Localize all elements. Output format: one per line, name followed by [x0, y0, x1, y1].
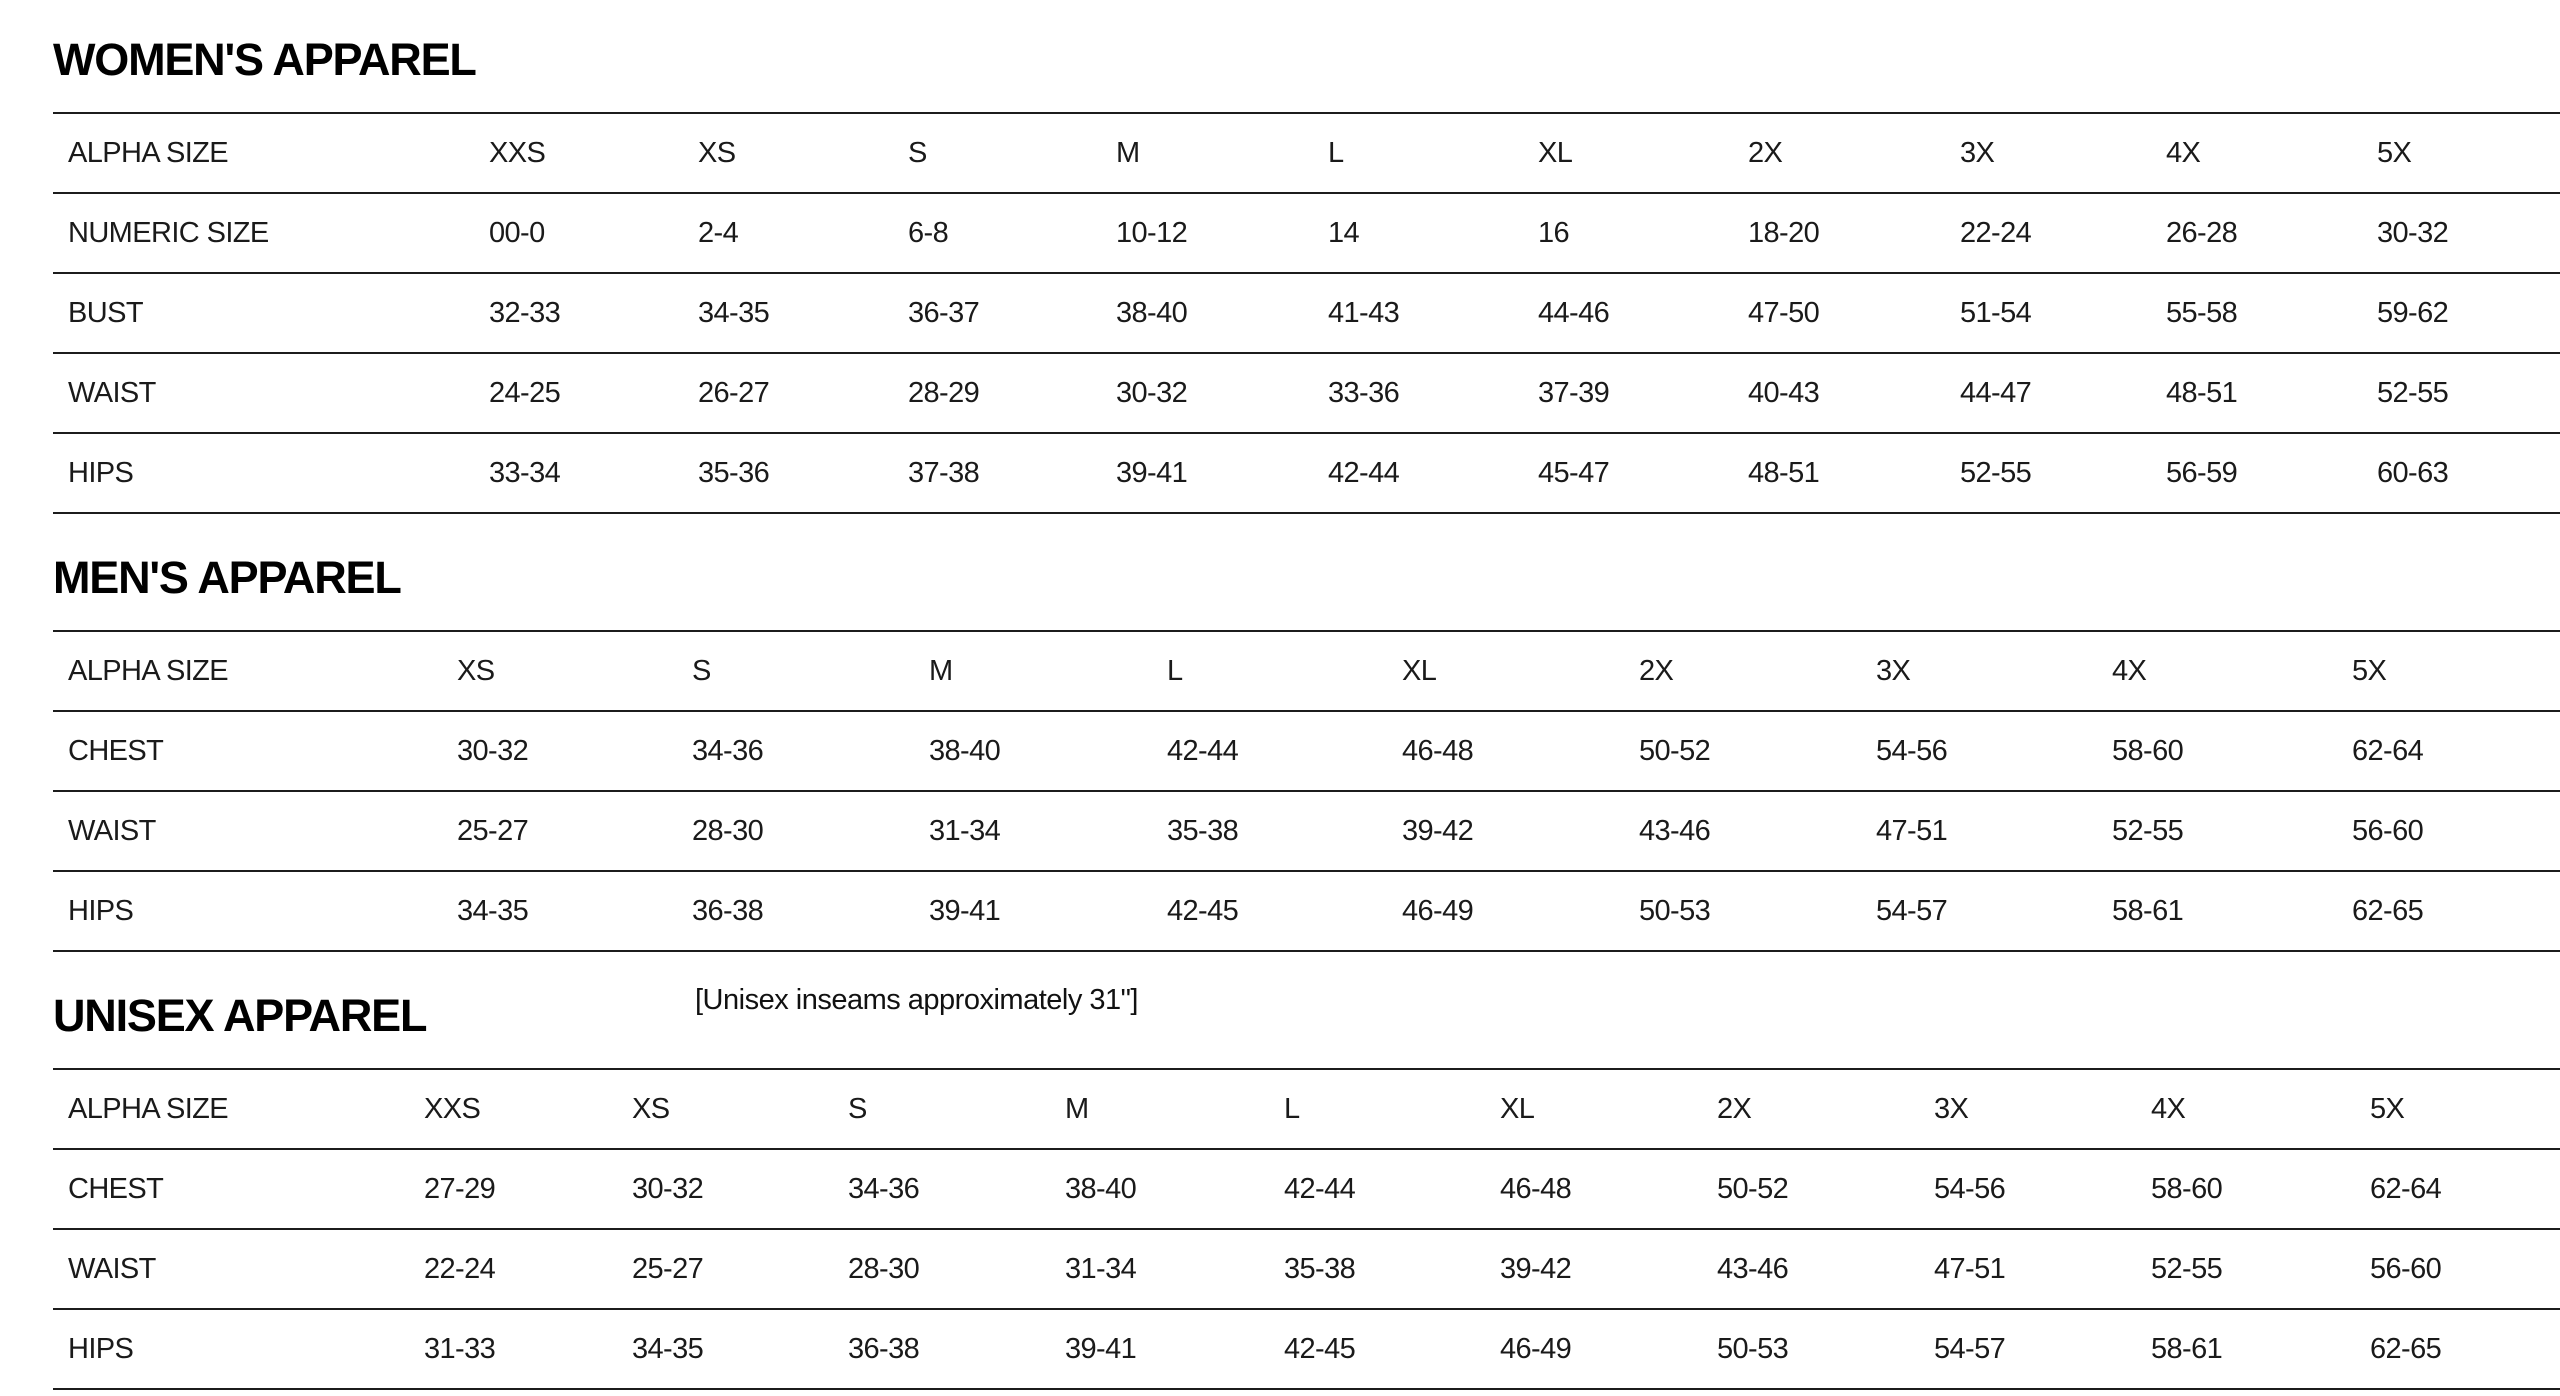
table-cell: 2X [1717, 1093, 1752, 1125]
table-cell: 56-59 [2166, 457, 2238, 489]
row-label: WAIST [68, 377, 156, 409]
table-row [53, 1068, 2560, 1148]
mens-apparel-heading: MEN'S APPAREL [53, 552, 401, 603]
table-row [53, 790, 2560, 870]
table-cell: 2X [1639, 655, 1674, 687]
table-cell: XS [698, 137, 736, 169]
table-cell: XL [1538, 137, 1573, 169]
table-cell: 34-35 [457, 895, 529, 927]
table-cell: 42-44 [1284, 1173, 1356, 1205]
table-cell: 3X [1960, 137, 1995, 169]
table-cell: 43-46 [1717, 1253, 1789, 1285]
table-cell: M [1065, 1093, 1089, 1125]
table-cell: S [908, 137, 927, 169]
table-cell: 34-36 [692, 735, 764, 767]
table-cell: 54-56 [1876, 735, 1948, 767]
table-cell: 5X [2370, 1093, 2405, 1125]
table-cell: 51-54 [1960, 297, 2032, 329]
table-cell: 31-34 [1065, 1253, 1137, 1285]
table-cell: 25-27 [632, 1253, 704, 1285]
table-cell: 35-38 [1167, 815, 1239, 847]
table-row [53, 192, 2560, 272]
table-cell: 44-47 [1960, 377, 2032, 409]
table-cell: 47-51 [1876, 815, 1948, 847]
table-cell: 43-46 [1639, 815, 1711, 847]
table-cell: L [1328, 137, 1344, 169]
table-cell: S [848, 1093, 867, 1125]
table-cell: 10-12 [1116, 217, 1188, 249]
table-cell: 36-38 [848, 1333, 920, 1365]
table-cell: 59-62 [2377, 297, 2449, 329]
table-cell: 42-44 [1167, 735, 1239, 767]
table-cell: 47-50 [1748, 297, 1820, 329]
table-cell: 48-51 [2166, 377, 2238, 409]
row-label: CHEST [68, 735, 164, 767]
table-cell: 38-40 [929, 735, 1001, 767]
table-cell: L [1284, 1093, 1300, 1125]
table-row [53, 1228, 2560, 1308]
table-cell: L [1167, 655, 1183, 687]
table-cell: 3X [1934, 1093, 1969, 1125]
table-cell: 34-36 [848, 1173, 920, 1205]
table-cell: 45-47 [1538, 457, 1610, 489]
table-cell: M [929, 655, 953, 687]
row-label: HIPS [68, 1333, 134, 1365]
table-cell: 30-32 [2377, 217, 2449, 249]
table-cell: 22-24 [1960, 217, 2032, 249]
table-cell: 27-29 [424, 1173, 496, 1205]
table-cell: 31-34 [929, 815, 1001, 847]
table-cell: M [1116, 137, 1140, 169]
table-cell: XL [1500, 1093, 1535, 1125]
table-cell: 37-38 [908, 457, 980, 489]
row-label: WAIST [68, 1253, 156, 1285]
table-cell: 42-44 [1328, 457, 1400, 489]
table-row [53, 112, 2560, 192]
table-cell: 39-42 [1402, 815, 1474, 847]
table-cell: 52-55 [1960, 457, 2032, 489]
table-cell: 58-61 [2151, 1333, 2223, 1365]
table-cell: 26-27 [698, 377, 770, 409]
unisex-inseam-note: [Unisex inseams approximately 31"] [695, 984, 1138, 1016]
table-cell: 42-45 [1167, 895, 1239, 927]
table-cell: XXS [489, 137, 546, 169]
table-cell: 34-35 [698, 297, 770, 329]
table-cell: 4X [2166, 137, 2201, 169]
table-cell: 56-60 [2352, 815, 2424, 847]
table-cell: 32-33 [489, 297, 561, 329]
table-cell: 34-35 [632, 1333, 704, 1365]
table-cell: 54-57 [1934, 1333, 2006, 1365]
table-cell: 52-55 [2377, 377, 2449, 409]
table-cell: 00-0 [489, 217, 545, 249]
table-cell: 39-41 [1065, 1333, 1137, 1365]
table-cell: 46-49 [1402, 895, 1474, 927]
row-label: BUST [68, 297, 143, 329]
table-cell: 42-45 [1284, 1333, 1356, 1365]
table-cell: 44-46 [1538, 297, 1610, 329]
table-row [53, 352, 2560, 432]
table-cell: 38-40 [1065, 1173, 1137, 1205]
table-cell: 38-40 [1116, 297, 1188, 329]
table-cell: 62-65 [2370, 1333, 2442, 1365]
table-cell: 4X [2112, 655, 2147, 687]
table-cell: 33-36 [1328, 377, 1400, 409]
row-label: CHEST [68, 1173, 164, 1205]
table-cell: 26-28 [2166, 217, 2238, 249]
table-cell: 62-64 [2352, 735, 2424, 767]
table-cell: 30-32 [457, 735, 529, 767]
table-cell: 50-53 [1639, 895, 1711, 927]
table-cell: 40-43 [1748, 377, 1820, 409]
table-cell: 50-53 [1717, 1333, 1789, 1365]
table-cell: 35-36 [698, 457, 770, 489]
table-cell: 36-38 [692, 895, 764, 927]
table-row [53, 1148, 2560, 1228]
table-cell: 39-41 [929, 895, 1001, 927]
table-cell: 58-60 [2151, 1173, 2223, 1205]
table-cell: 58-60 [2112, 735, 2184, 767]
womens-apparel-heading: WOMEN'S APPAREL [53, 34, 476, 85]
table-row [53, 870, 2560, 952]
table-cell: 30-32 [1116, 377, 1188, 409]
table-cell: XL [1402, 655, 1437, 687]
unisex-apparel-heading: UNISEX APPAREL [53, 990, 427, 1041]
table-cell: 50-52 [1639, 735, 1711, 767]
table-cell: 22-24 [424, 1253, 496, 1285]
table-cell: 3X [1876, 655, 1911, 687]
row-label: ALPHA SIZE [68, 655, 229, 687]
table-cell: 2-4 [698, 217, 739, 249]
table-cell: 28-30 [692, 815, 764, 847]
table-cell: 48-51 [1748, 457, 1820, 489]
table-cell: 2X [1748, 137, 1783, 169]
table-cell: 39-41 [1116, 457, 1188, 489]
table-cell: 56-60 [2370, 1253, 2442, 1285]
table-cell: 5X [2352, 655, 2387, 687]
table-cell: 52-55 [2112, 815, 2184, 847]
table-cell: 54-57 [1876, 895, 1948, 927]
table-cell: 46-48 [1500, 1173, 1572, 1205]
table-cell: 16 [1538, 217, 1570, 249]
table-row [53, 710, 2560, 790]
table-cell: 58-61 [2112, 895, 2184, 927]
table-row [53, 1308, 2560, 1390]
table-cell: 62-65 [2352, 895, 2424, 927]
row-label: NUMERIC SIZE [68, 217, 269, 249]
table-row [53, 272, 2560, 352]
table-cell: 50-52 [1717, 1173, 1789, 1205]
table-cell: 46-49 [1500, 1333, 1572, 1365]
table-cell: 31-33 [424, 1333, 496, 1365]
table-row [53, 432, 2560, 514]
table-cell: 25-27 [457, 815, 529, 847]
table-cell: 24-25 [489, 377, 561, 409]
table-cell: 5X [2377, 137, 2412, 169]
table-cell: 41-43 [1328, 297, 1400, 329]
table-cell: 4X [2151, 1093, 2186, 1125]
row-label: HIPS [68, 895, 134, 927]
table-cell: 18-20 [1748, 217, 1820, 249]
table-cell: 52-55 [2151, 1253, 2223, 1285]
table-cell: S [692, 655, 711, 687]
table-cell: 6-8 [908, 217, 949, 249]
row-label: WAIST [68, 815, 156, 847]
table-cell: 28-30 [848, 1253, 920, 1285]
row-label: ALPHA SIZE [68, 1093, 229, 1125]
table-cell: 28-29 [908, 377, 980, 409]
table-cell: 36-37 [908, 297, 980, 329]
table-cell: 39-42 [1500, 1253, 1572, 1285]
table-cell: XXS [424, 1093, 481, 1125]
table-cell: 30-32 [632, 1173, 704, 1205]
table-cell: 62-64 [2370, 1173, 2442, 1205]
row-label: HIPS [68, 457, 134, 489]
table-cell: 46-48 [1402, 735, 1474, 767]
table-cell: 33-34 [489, 457, 561, 489]
table-row [53, 630, 2560, 710]
table-cell: 47-51 [1934, 1253, 2006, 1285]
table-cell: 14 [1328, 217, 1360, 249]
table-cell: 55-58 [2166, 297, 2238, 329]
table-cell: XS [632, 1093, 670, 1125]
row-label: ALPHA SIZE [68, 137, 229, 169]
table-cell: 54-56 [1934, 1173, 2006, 1205]
table-cell: 37-39 [1538, 377, 1610, 409]
table-cell: 35-38 [1284, 1253, 1356, 1285]
table-cell: XS [457, 655, 495, 687]
table-cell: 60-63 [2377, 457, 2449, 489]
